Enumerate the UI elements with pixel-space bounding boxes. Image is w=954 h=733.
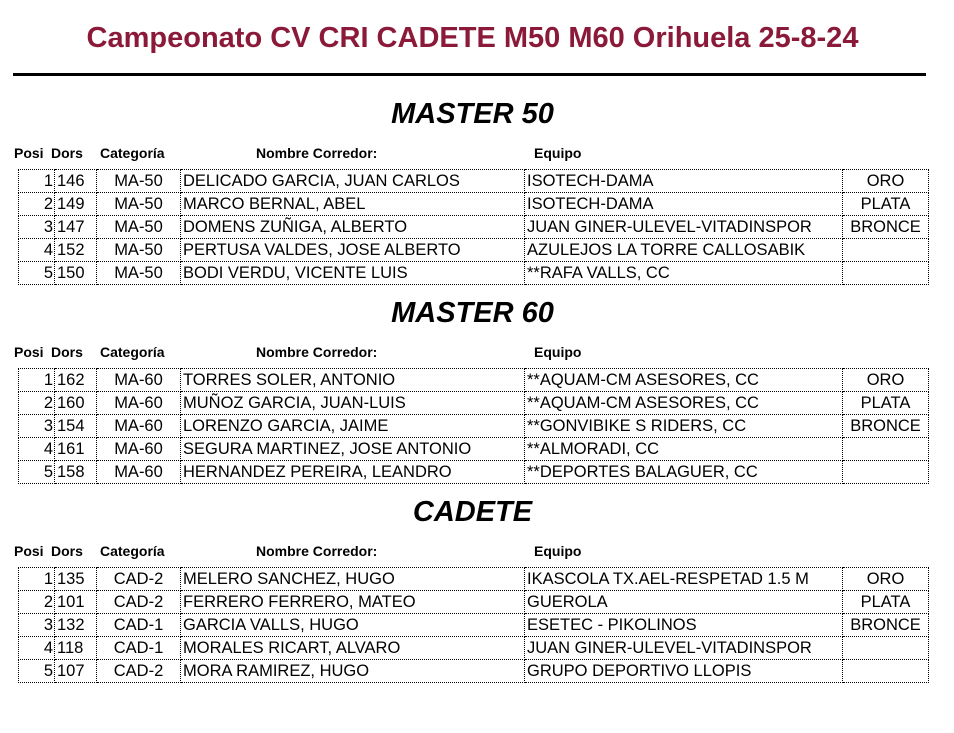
cell-medal <box>843 262 929 285</box>
cell-dors: 132 <box>55 614 97 637</box>
cell-dors: 162 <box>55 369 97 392</box>
column-header-cat: Categoría <box>100 543 165 559</box>
cell-team: **ALMORADI, CC <box>525 438 843 461</box>
cell-name: HERNANDEZ PEREIRA, LEANDRO <box>181 461 525 484</box>
table-row <box>19 438 929 461</box>
cell-pos: 4 <box>19 637 55 660</box>
cell-pos: 4 <box>19 239 55 262</box>
cell-name: MARCO BERNAL, ABEL <box>181 193 525 216</box>
cell-team: **DEPORTES BALAGUER, CC <box>525 461 843 484</box>
column-header-team: Equipo <box>534 344 582 360</box>
cell-dors: 160 <box>55 392 97 415</box>
cell-name: LORENZO GARCIA, JAIME <box>181 415 525 438</box>
cell-cat: MA-60 <box>97 369 181 392</box>
cell-pos: 2 <box>19 591 55 614</box>
cell-cat: MA-60 <box>97 415 181 438</box>
cell-medal: BRONCE <box>843 614 929 637</box>
section-title: CADETE <box>412 496 533 528</box>
cell-medal <box>843 637 929 660</box>
column-header-row <box>0 144 954 162</box>
cell-pos: 3 <box>19 415 55 438</box>
cell-name: DOMENS ZUÑIGA, ALBERTO <box>181 216 525 239</box>
cell-team: ISOTECH-DAMA <box>525 170 843 193</box>
table-row <box>19 262 929 285</box>
cell-pos: 3 <box>19 216 55 239</box>
table-row <box>19 415 929 438</box>
column-header-dors: Dors <box>51 344 83 360</box>
column-header-name: Nombre Corredor: <box>256 344 378 360</box>
results-table <box>18 567 929 683</box>
column-header-name: Nombre Corredor: <box>256 543 378 559</box>
title-divider <box>13 73 926 76</box>
cell-name: GARCIA VALLS, HUGO <box>181 614 525 637</box>
table-row <box>19 461 929 484</box>
cell-dors: 135 <box>55 568 97 591</box>
cell-medal: PLATA <box>843 392 929 415</box>
cell-pos: 2 <box>19 193 55 216</box>
table-row <box>19 637 929 660</box>
cell-name: MELERO SANCHEZ, HUGO <box>181 568 525 591</box>
cell-team: AZULEJOS LA TORRE CALLOSABIK <box>525 239 843 262</box>
cell-name: DELICADO GARCIA, JUAN CARLOS <box>181 170 525 193</box>
cell-dors: 154 <box>55 415 97 438</box>
column-header-row <box>0 343 954 361</box>
cell-cat: MA-50 <box>97 262 181 285</box>
cell-cat: MA-60 <box>97 392 181 415</box>
table-row <box>19 614 929 637</box>
cell-dors: 118 <box>55 637 97 660</box>
column-header-dors: Dors <box>51 543 83 559</box>
cell-team: **RAFA VALLS, CC <box>525 262 843 285</box>
cell-pos: 5 <box>19 660 55 683</box>
document-title: Campeonato CV CRI CADETE M50 M60 Orihuela 25-8-24 <box>86 22 859 54</box>
cell-cat: CAD-2 <box>97 660 181 683</box>
cell-dors: 149 <box>55 193 97 216</box>
cell-name: MORALES RICART, ALVARO <box>181 637 525 660</box>
cell-pos: 1 <box>19 369 55 392</box>
column-header-pos: Posi <box>14 145 44 161</box>
cell-dors: 146 <box>55 170 97 193</box>
cell-pos: 1 <box>19 170 55 193</box>
cell-medal: BRONCE <box>843 415 929 438</box>
cell-dors: 147 <box>55 216 97 239</box>
cell-cat: CAD-1 <box>97 614 181 637</box>
cell-dors: 101 <box>55 591 97 614</box>
column-header-cat: Categoría <box>100 145 165 161</box>
cell-medal <box>843 660 929 683</box>
cell-dors: 158 <box>55 461 97 484</box>
results-table <box>18 368 929 484</box>
cell-medal: BRONCE <box>843 216 929 239</box>
cell-cat: MA-50 <box>97 216 181 239</box>
column-header-dors: Dors <box>51 145 83 161</box>
cell-pos: 4 <box>19 438 55 461</box>
cell-cat: MA-50 <box>97 170 181 193</box>
cell-cat: MA-50 <box>97 193 181 216</box>
table-row <box>19 193 929 216</box>
cell-medal <box>843 461 929 484</box>
column-header-pos: Posi <box>14 344 44 360</box>
section-title: MASTER 60 <box>391 297 554 329</box>
cell-team: IKASCOLA TX.AEL-RESPETAD 1.5 M <box>525 568 843 591</box>
cell-cat: CAD-2 <box>97 568 181 591</box>
cell-name: PERTUSA VALDES, JOSE ALBERTO <box>181 239 525 262</box>
cell-team: GUEROLA <box>525 591 843 614</box>
cell-dors: 161 <box>55 438 97 461</box>
cell-dors: 107 <box>55 660 97 683</box>
results-table <box>18 169 929 285</box>
cell-team: GRUPO DEPORTIVO LLOPIS <box>525 660 843 683</box>
cell-name: FERRERO FERRERO, MATEO <box>181 591 525 614</box>
cell-medal <box>843 239 929 262</box>
cell-cat: CAD-2 <box>97 591 181 614</box>
cell-pos: 5 <box>19 461 55 484</box>
table-row <box>19 170 929 193</box>
table-row <box>19 216 929 239</box>
cell-name: BODI VERDU, VICENTE LUIS <box>181 262 525 285</box>
cell-team: ISOTECH-DAMA <box>525 193 843 216</box>
cell-team: **GONVIBIKE S RIDERS, CC <box>525 415 843 438</box>
cell-dors: 150 <box>55 262 97 285</box>
column-header-name: Nombre Corredor: <box>256 145 378 161</box>
cell-medal: ORO <box>843 369 929 392</box>
cell-team: **AQUAM-CM ASESORES, CC <box>525 369 843 392</box>
cell-pos: 5 <box>19 262 55 285</box>
cell-medal <box>843 438 929 461</box>
cell-medal: ORO <box>843 568 929 591</box>
cell-team: **AQUAM-CM ASESORES, CC <box>525 392 843 415</box>
column-header-pos: Posi <box>14 543 44 559</box>
cell-team: JUAN GINER-ULEVEL-VITADINSPOR <box>525 637 843 660</box>
cell-cat: MA-60 <box>97 461 181 484</box>
cell-medal: PLATA <box>843 591 929 614</box>
cell-medal: PLATA <box>843 193 929 216</box>
column-header-cat: Categoría <box>100 344 165 360</box>
cell-cat: MA-60 <box>97 438 181 461</box>
cell-cat: MA-50 <box>97 239 181 262</box>
cell-cat: CAD-1 <box>97 637 181 660</box>
table-row <box>19 392 929 415</box>
column-header-row <box>0 542 954 560</box>
cell-medal: ORO <box>843 170 929 193</box>
table-row <box>19 568 929 591</box>
cell-pos: 2 <box>19 392 55 415</box>
section-title: MASTER 50 <box>391 98 554 130</box>
cell-pos: 1 <box>19 568 55 591</box>
cell-team: ESETEC - PIKOLINOS <box>525 614 843 637</box>
table-row <box>19 369 929 392</box>
cell-name: TORRES SOLER, ANTONIO <box>181 369 525 392</box>
cell-name: MUÑOZ GARCIA, JUAN-LUIS <box>181 392 525 415</box>
column-header-team: Equipo <box>534 543 582 559</box>
column-header-team: Equipo <box>534 145 582 161</box>
table-row <box>19 239 929 262</box>
cell-name: SEGURA MARTINEZ, JOSE ANTONIO <box>181 438 525 461</box>
cell-name: MORA RAMIREZ, HUGO <box>181 660 525 683</box>
cell-team: JUAN GINER-ULEVEL-VITADINSPOR <box>525 216 843 239</box>
table-row <box>19 591 929 614</box>
cell-dors: 152 <box>55 239 97 262</box>
table-row <box>19 660 929 683</box>
cell-pos: 3 <box>19 614 55 637</box>
